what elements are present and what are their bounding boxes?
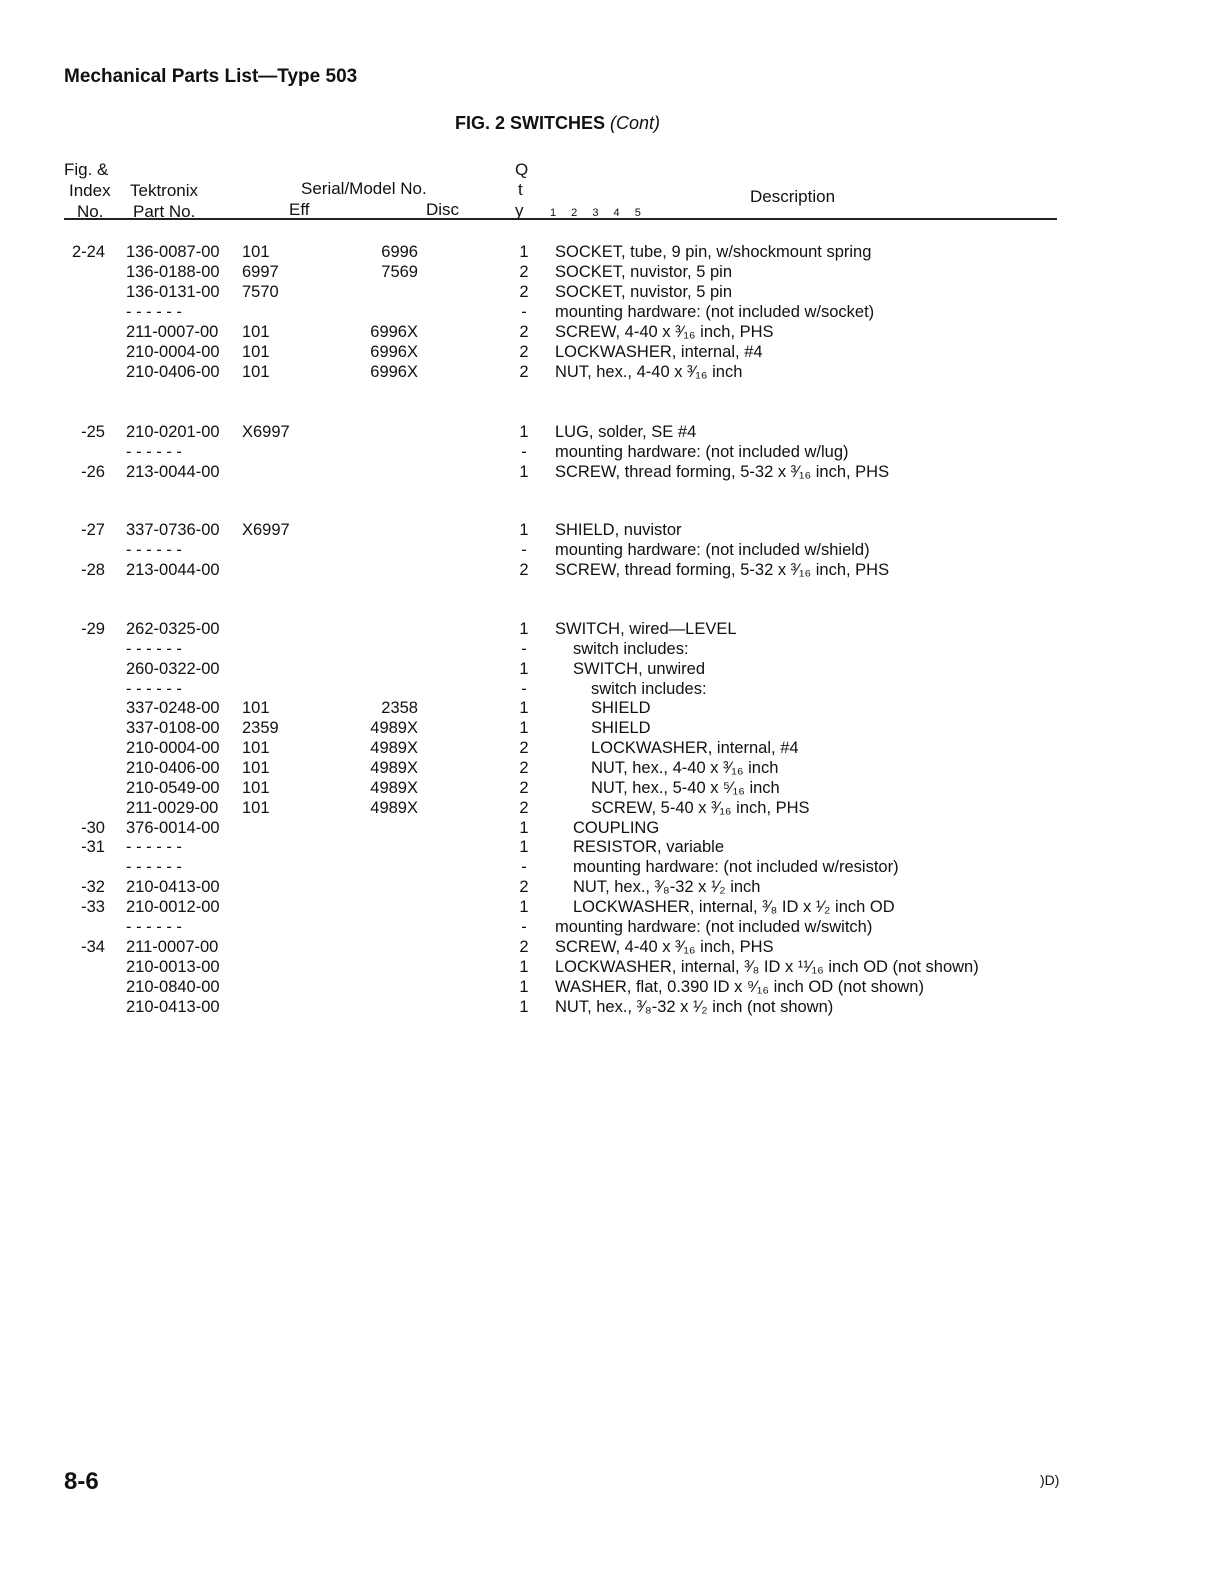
table-row xyxy=(0,302,1230,322)
description: SHIELD xyxy=(591,699,651,717)
quantity: 1 xyxy=(519,898,529,916)
part-no: 210-0840-00 xyxy=(126,978,220,996)
quantity: - xyxy=(521,858,527,876)
serial-eff: 101 xyxy=(242,779,270,797)
part-no: 210-0201-00 xyxy=(126,423,220,441)
quantity: 1 xyxy=(519,719,529,737)
part-no: 337-0736-00 xyxy=(126,521,220,539)
part-no: 136-0087-00 xyxy=(126,243,220,261)
header-levels: 1 2 3 4 5 xyxy=(550,207,647,219)
part-no: 136-0131-00 xyxy=(126,283,220,301)
serial-eff: 101 xyxy=(242,699,270,717)
serial-eff: 101 xyxy=(242,323,270,341)
header-qty-y: y xyxy=(515,201,524,220)
table-row xyxy=(0,997,1230,1017)
description: SWITCH, unwired xyxy=(573,660,706,678)
table-row xyxy=(0,520,1230,540)
part-no: - - - - - - xyxy=(126,541,182,559)
quantity: 1 xyxy=(519,998,529,1016)
quantity: 2 xyxy=(519,283,529,301)
quantity: 1 xyxy=(519,463,529,481)
part-no: 210-0004-00 xyxy=(126,343,220,361)
quantity: - xyxy=(521,541,527,559)
quantity: 1 xyxy=(519,660,529,678)
quantity: 2 xyxy=(519,938,529,956)
quantity: 1 xyxy=(519,243,529,261)
table-row xyxy=(0,540,1230,560)
quantity: 1 xyxy=(519,838,529,856)
serial-eff: X6997 xyxy=(242,423,290,441)
figure-title xyxy=(455,113,660,134)
description: SOCKET, nuvistor, 5 pin xyxy=(555,263,732,281)
figure-name: FIG. 2 SWITCHES xyxy=(455,113,606,133)
description: LOCKWASHER, internal, ³⁄₈ ID x ¹¹⁄₁₆ inch OD (not shown) xyxy=(555,958,979,976)
description: NUT, hex., 4-40 x ³⁄₁₆ inch xyxy=(591,759,779,777)
part-no: 210-0013-00 xyxy=(126,958,220,976)
table-row xyxy=(0,639,1230,659)
table-row xyxy=(0,698,1230,718)
table-row xyxy=(0,977,1230,997)
part-no: - - - - - - xyxy=(126,640,182,658)
part-no: 210-0406-00 xyxy=(126,363,220,381)
serial-eff: X6997 xyxy=(242,521,290,539)
description: LOCKWASHER, internal, #4 xyxy=(591,739,799,757)
part-no: 337-0248-00 xyxy=(126,699,220,717)
description: NUT, hex., ³⁄₈-32 x ¹⁄₂ inch (not shown) xyxy=(555,998,834,1016)
description: SCREW, 5-40 x ³⁄₁₆ inch, PHS xyxy=(591,799,810,817)
description: WASHER, flat, 0.390 ID x ⁹⁄₁₆ inch OD (not shown) xyxy=(555,978,924,996)
header-qty-q: Q xyxy=(515,160,529,179)
serial-eff: 101 xyxy=(242,343,270,361)
table-row xyxy=(0,659,1230,679)
description: mounting hardware: (not included w/lug) xyxy=(555,443,849,461)
table-row xyxy=(0,758,1230,778)
description: SHIELD xyxy=(591,719,651,737)
description: switch includes: xyxy=(573,640,689,658)
description: SCREW, thread forming, 5-32 x ³⁄₁₆ inch, PHS xyxy=(555,561,890,579)
part-no: 211-0007-00 xyxy=(126,323,219,341)
quantity: 2 xyxy=(519,363,529,381)
part-no: 376-0014-00 xyxy=(126,819,220,837)
quantity: 1 xyxy=(519,958,529,976)
serial-eff: 101 xyxy=(242,759,270,777)
description: mounting hardware: (not included w/shield) xyxy=(555,541,870,559)
serial-disc: 6996X xyxy=(370,363,418,381)
table-row xyxy=(0,798,1230,818)
table-row xyxy=(0,818,1230,838)
quantity: 2 xyxy=(519,263,529,281)
serial-eff: 6997 xyxy=(242,263,279,281)
description: SCREW, 4-40 x ³⁄₁₆ inch, PHS xyxy=(555,938,774,956)
quantity: 2 xyxy=(519,759,529,777)
description: mounting hardware: (not included w/resistor) xyxy=(573,858,899,876)
serial-eff: 2359 xyxy=(242,719,279,737)
description: COUPLING xyxy=(573,819,660,837)
table-row xyxy=(0,322,1230,342)
serial-disc: 7569 xyxy=(381,263,418,281)
quantity: 2 xyxy=(519,561,529,579)
part-no: 210-0012-00 xyxy=(126,898,220,916)
part-no: 210-0004-00 xyxy=(126,739,220,757)
table-row xyxy=(0,262,1230,282)
table-row xyxy=(0,837,1230,857)
table-row xyxy=(0,738,1230,758)
table-row xyxy=(0,362,1230,382)
serial-disc: 4989X xyxy=(370,779,418,797)
table-row xyxy=(0,422,1230,442)
quantity: 2 xyxy=(519,878,529,896)
table-row xyxy=(0,857,1230,877)
table-row xyxy=(0,442,1230,462)
header-index: Index xyxy=(69,181,111,200)
table-row xyxy=(0,462,1230,482)
index-no: 2-24 xyxy=(71,243,105,261)
header-part-no: Part No. xyxy=(133,202,196,221)
description: NUT, hex., 5-40 x ⁵⁄₁₆ inch xyxy=(591,779,780,797)
quantity: 1 xyxy=(519,620,529,638)
index-no: -27 xyxy=(81,521,105,539)
description: SOCKET, tube, 9 pin, w/shockmount spring xyxy=(555,243,872,261)
index-no: -26 xyxy=(81,463,105,481)
quantity: 2 xyxy=(519,739,529,757)
index-no: -30 xyxy=(81,819,105,837)
part-no: - - - - - - xyxy=(126,838,182,856)
table-row xyxy=(0,897,1230,917)
index-no: -29 xyxy=(81,620,105,638)
figure-cont: (Cont) xyxy=(610,113,661,133)
description: mounting hardware: (not included w/socket) xyxy=(555,303,875,321)
part-no: - - - - - - xyxy=(126,443,182,461)
description: SCREW, thread forming, 5-32 x ³⁄₁₆ inch, PHS xyxy=(555,463,890,481)
serial-eff: 101 xyxy=(242,739,270,757)
quantity: - xyxy=(521,303,527,321)
header-no: No. xyxy=(77,202,104,221)
table-row xyxy=(0,242,1230,262)
index-no: -32 xyxy=(81,878,105,896)
description: LUG, solder, SE #4 xyxy=(555,423,697,441)
table-row xyxy=(0,877,1230,897)
header-eff: Eff xyxy=(289,200,310,219)
serial-eff: 101 xyxy=(242,799,270,817)
part-no: 211-0007-00 xyxy=(126,938,219,956)
part-no: 210-0406-00 xyxy=(126,759,220,777)
quantity: 2 xyxy=(519,779,529,797)
description: SOCKET, nuvistor, 5 pin xyxy=(555,283,732,301)
quantity: 1 xyxy=(519,521,529,539)
description: SHIELD, nuvistor xyxy=(555,521,682,539)
header-tektronix: Tektronix xyxy=(130,181,199,200)
description: SWITCH, wired—LEVEL xyxy=(555,620,737,638)
table-row xyxy=(0,937,1230,957)
quantity: 2 xyxy=(519,323,529,341)
description: LOCKWASHER, internal, #4 xyxy=(555,343,763,361)
part-no: 210-0413-00 xyxy=(126,878,220,896)
header-qty-t: t xyxy=(518,180,523,199)
description: switch includes: xyxy=(591,680,707,698)
part-no: 210-0413-00 xyxy=(126,998,220,1016)
table-row xyxy=(0,778,1230,798)
quantity: 2 xyxy=(519,799,529,817)
table-row xyxy=(0,917,1230,937)
table-row xyxy=(0,718,1230,738)
description: SCREW, 4-40 x ³⁄₁₆ inch, PHS xyxy=(555,323,774,341)
quantity: - xyxy=(521,918,527,936)
quantity: 1 xyxy=(519,978,529,996)
quantity: 1 xyxy=(519,423,529,441)
header-description: Description xyxy=(750,187,836,206)
quantity: 1 xyxy=(519,699,529,717)
part-no: 337-0108-00 xyxy=(126,719,220,737)
quantity: 1 xyxy=(519,819,529,837)
part-no: - - - - - - xyxy=(126,858,182,876)
serial-disc: 6996X xyxy=(370,343,418,361)
part-no: 260-0322-00 xyxy=(126,660,220,678)
part-no: - - - - - - xyxy=(126,303,182,321)
quantity: 2 xyxy=(519,343,529,361)
index-no: -33 xyxy=(81,898,105,916)
table-row xyxy=(0,342,1230,362)
index-no: -34 xyxy=(81,938,105,956)
page-number: 8-6 xyxy=(64,1468,99,1495)
header-serial-model: Serial/Model No. xyxy=(301,179,427,198)
page-title: Mechanical Parts List—Type 503 xyxy=(64,66,358,87)
part-no: 262-0325-00 xyxy=(126,620,220,638)
revision-mark: )D) xyxy=(1040,1472,1060,1488)
description: RESISTOR, variable xyxy=(573,838,724,856)
quantity: - xyxy=(521,680,527,698)
table-row xyxy=(0,282,1230,302)
part-no: 211-0029-00 xyxy=(126,799,219,817)
serial-disc: 4989X xyxy=(370,759,418,777)
index-no: -25 xyxy=(81,423,105,441)
table-row xyxy=(0,560,1230,580)
header-fig: Fig. & xyxy=(64,160,109,179)
index-no: -28 xyxy=(81,561,105,579)
table-row xyxy=(0,679,1230,699)
part-no: - - - - - - xyxy=(126,918,182,936)
table-row xyxy=(0,957,1230,977)
part-no: 213-0044-00 xyxy=(126,463,220,481)
serial-disc: 4989X xyxy=(370,739,418,757)
serial-disc: 6996X xyxy=(370,323,418,341)
description: NUT, hex., 4-40 x ³⁄₁₆ inch xyxy=(555,363,743,381)
header-rule xyxy=(64,218,1057,220)
description: NUT, hex., ³⁄₈-32 x ¹⁄₂ inch xyxy=(573,878,761,896)
part-no: - - - - - - xyxy=(126,680,182,698)
part-no: 136-0188-00 xyxy=(126,263,220,281)
quantity: - xyxy=(521,443,527,461)
serial-eff: 101 xyxy=(242,243,270,261)
header-disc: Disc xyxy=(426,200,460,219)
serial-disc: 2358 xyxy=(381,699,418,717)
index-no: -31 xyxy=(81,838,105,856)
serial-disc: 4989X xyxy=(370,799,418,817)
serial-disc: 6996 xyxy=(381,243,418,261)
table-row xyxy=(0,619,1230,639)
description: mounting hardware: (not included w/switch) xyxy=(555,918,873,936)
serial-eff: 101 xyxy=(242,363,270,381)
part-no: 210-0549-00 xyxy=(126,779,220,797)
part-no: 213-0044-00 xyxy=(126,561,220,579)
serial-disc: 4989X xyxy=(370,719,418,737)
quantity: - xyxy=(521,640,527,658)
description: LOCKWASHER, internal, ³⁄₈ ID x ¹⁄₂ inch OD xyxy=(573,898,895,916)
serial-eff: 7570 xyxy=(242,283,279,301)
